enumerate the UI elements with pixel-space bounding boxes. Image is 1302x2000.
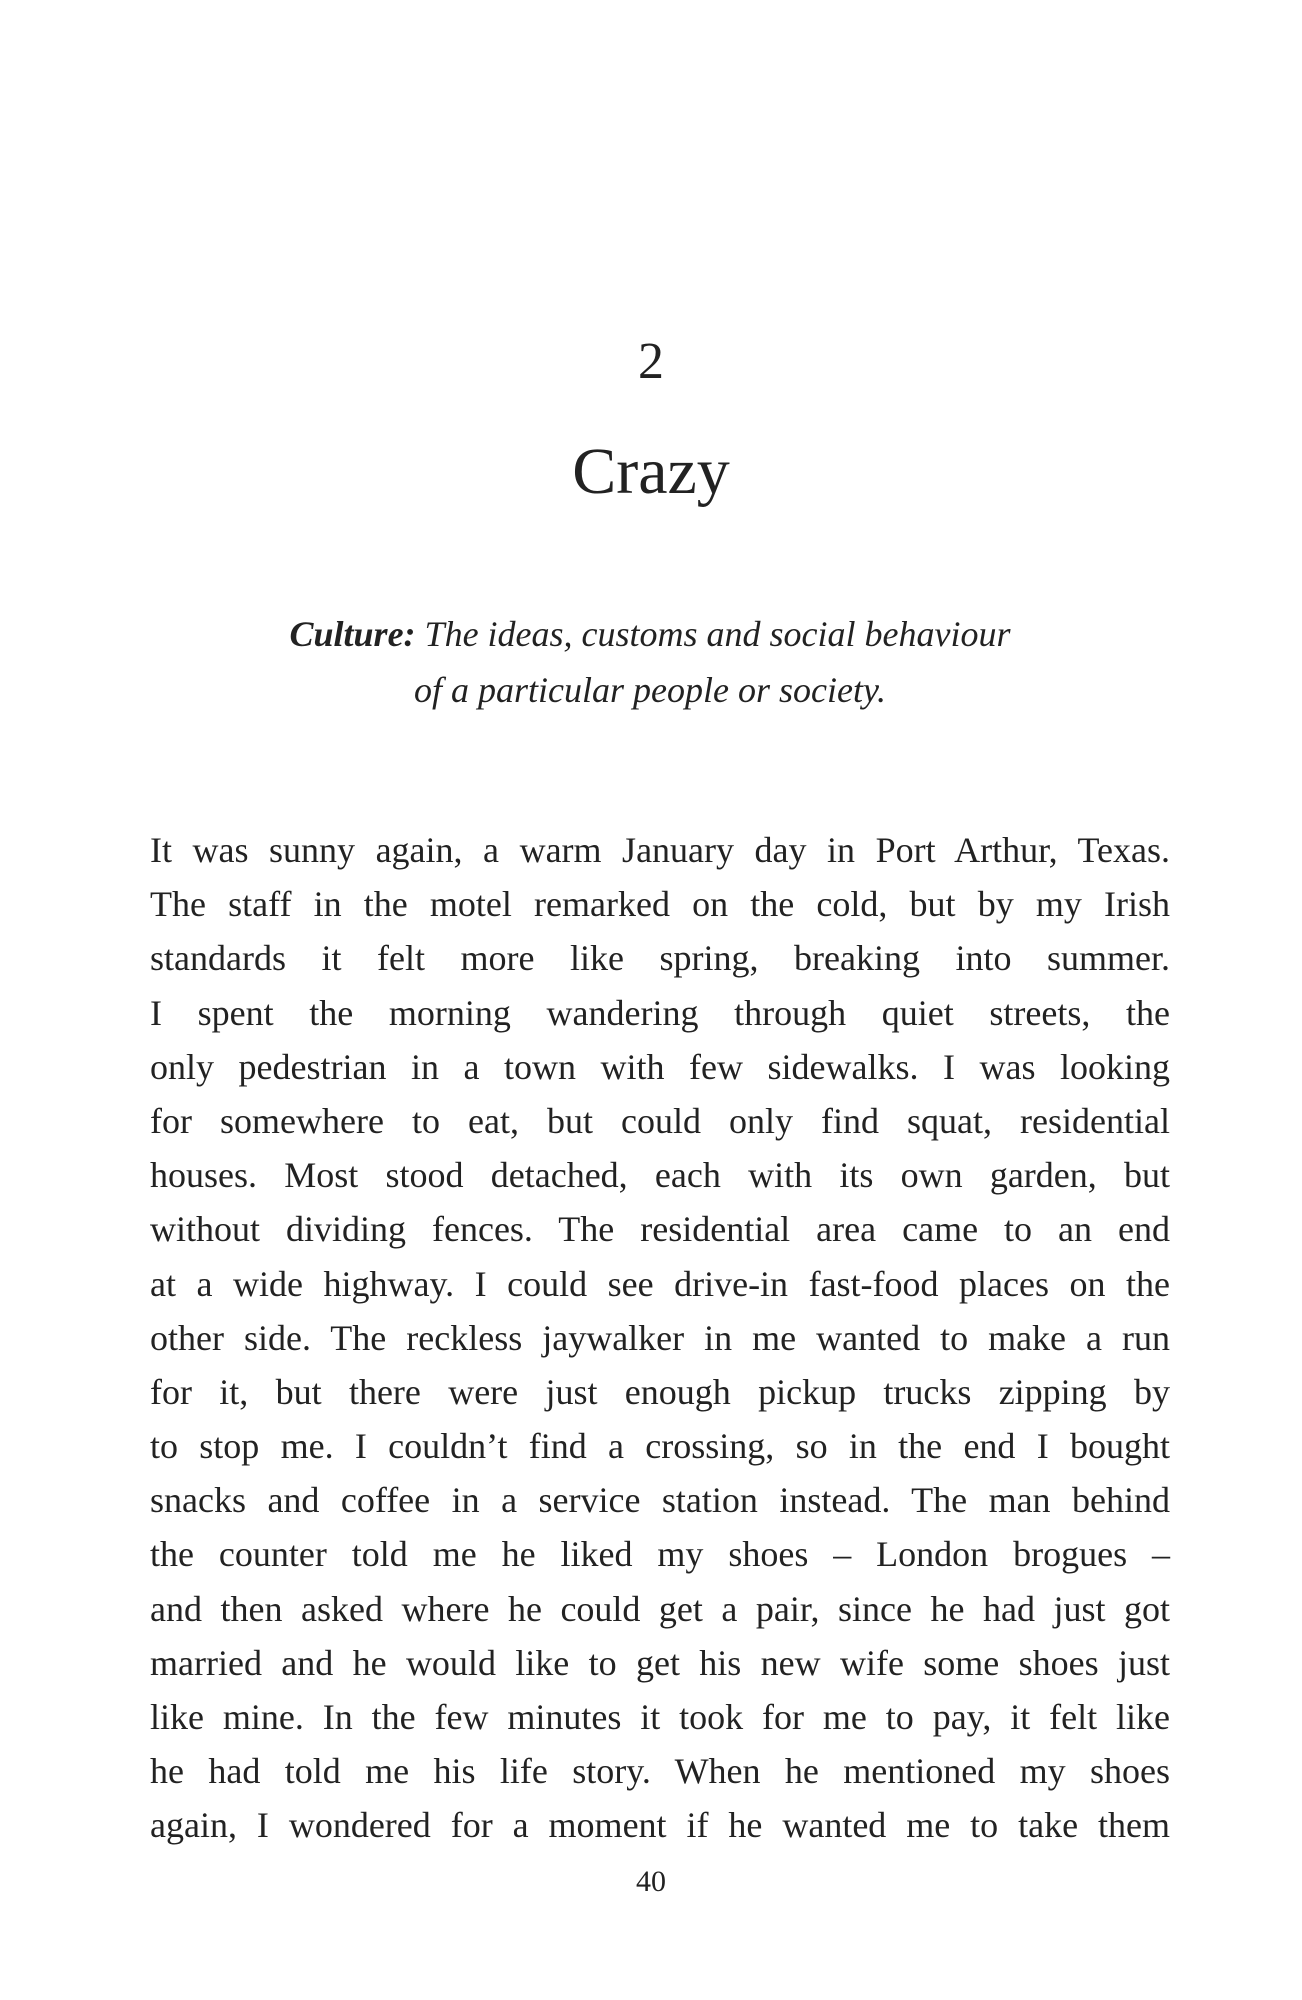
body-line: houses. Most stood detached, each with its own garden, but	[150, 1155, 1170, 1196]
epigraph-line-1	[250, 606, 1050, 662]
body-line: standards it felt more like spring, breaking into summer.	[150, 938, 1170, 979]
body-line: without dividing fences. The residential area came to an end	[150, 1209, 1170, 1250]
body-line: I spent the morning wandering through quiet streets, the	[150, 992, 1170, 1033]
body-line: other side. The reckless jaywalker in me wanted to make a run	[150, 1317, 1170, 1358]
epigraph-term: Culture:	[289, 614, 416, 654]
body-line: for it, but there were just enough pickup trucks zipping by	[150, 1371, 1170, 1412]
body-line: snacks and coffee in a service station instead. The man behind	[150, 1480, 1170, 1521]
body-line: The staff in the motel remarked on the cold, but by my Irish	[150, 884, 1170, 925]
page-number: 40	[636, 1865, 666, 1898]
body-line: again, I wondered for a moment if he wanted me to take them	[150, 1805, 1170, 1846]
body-line: at a wide highway. I could see drive-in fast-food places on the	[150, 1263, 1170, 1304]
chapter-title: Crazy	[572, 435, 730, 508]
body-line: the counter told me he liked my shoes – London brogues –	[150, 1534, 1170, 1575]
body-line: and then asked where he could get a pair, since he had just got	[150, 1588, 1170, 1629]
body-line: he had told me his life story. When he mentioned my shoes	[150, 1751, 1170, 1792]
epigraph-definition-part-1: The ideas, customs and social behaviour	[415, 614, 1011, 654]
body-line: only pedestrian in a town with few sidewalks. I was looking	[150, 1046, 1170, 1087]
body-line: It was sunny again, a warm January day in Port Arthur, Texas.	[150, 830, 1170, 870]
chapter-number: 2	[638, 333, 664, 390]
body-line: to stop me. I couldn’t find a crossing, so in the end I bought	[150, 1426, 1170, 1467]
body-line: married and he would like to get his new wife some shoes just	[150, 1642, 1170, 1683]
body-line: like mine. In the few minutes it took for me to pay, it felt like	[150, 1697, 1170, 1737]
body-paragraph	[150, 823, 1170, 1853]
epigraph	[250, 606, 1050, 718]
epigraph-line-2: of a particular people or society.	[414, 670, 886, 710]
body-line: for somewhere to eat, but could only find squat, residential	[150, 1100, 1170, 1141]
